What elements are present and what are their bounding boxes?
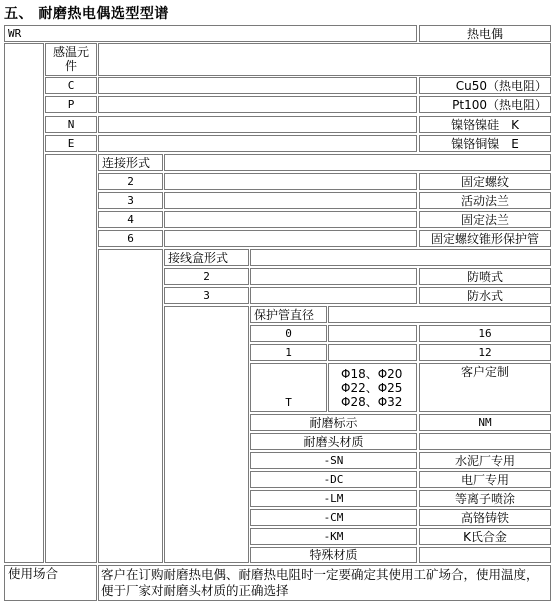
tube-size-line: Φ18、Φ20 bbox=[341, 366, 403, 381]
sensing-desc-E: 镍铬铜镍 E bbox=[419, 135, 551, 152]
sensing-blank-N bbox=[98, 116, 417, 133]
junction-box-spacer bbox=[164, 306, 249, 563]
sensing-desc-C: Cu50（热电阻） bbox=[419, 77, 551, 94]
special-material-label: 特殊材质 bbox=[250, 547, 417, 563]
tube-diameter-label: 保护管直径 bbox=[250, 306, 327, 323]
tube-desc-T: 客户定制 bbox=[419, 363, 551, 412]
sensing-blank-E bbox=[98, 135, 417, 152]
special-material-value bbox=[419, 547, 551, 563]
usage-label: 使用场合 bbox=[4, 565, 97, 601]
sensing-code-N: N bbox=[45, 116, 97, 133]
junction-box-header-blank bbox=[250, 249, 551, 266]
sensing-element-spacer bbox=[45, 154, 97, 563]
product-name-cell: 热电偶 bbox=[419, 25, 551, 42]
wear-head-code-LM: -LM bbox=[250, 490, 417, 507]
wear-mark-label: 耐磨标示 bbox=[250, 414, 417, 431]
junction-blank-3 bbox=[250, 287, 417, 304]
sensing-code-P: P bbox=[45, 96, 97, 113]
tube-code-1: 1 bbox=[250, 344, 327, 361]
connection-blank-4 bbox=[164, 211, 417, 228]
connection-code-4: 4 bbox=[98, 211, 163, 228]
sensing-blank-P bbox=[98, 96, 417, 113]
wear-head-desc-LM: 等离子喷涂 bbox=[419, 490, 551, 507]
tube-size-line: Φ22、Φ25 bbox=[341, 380, 403, 395]
wear-head-code-CM: -CM bbox=[250, 509, 417, 526]
sensing-desc-P: Pt100（热电阻） bbox=[419, 96, 551, 113]
wear-head-desc-DC: 电厂专用 bbox=[419, 471, 551, 488]
sensing-code-C: C bbox=[45, 77, 97, 94]
wear-head-header-blank bbox=[419, 433, 551, 450]
tube-custom-sizes bbox=[328, 363, 417, 412]
connection-code-6: 6 bbox=[98, 230, 163, 247]
wear-head-desc-CM: 高铬铸铁 bbox=[419, 509, 551, 526]
connection-blank-6 bbox=[164, 230, 417, 247]
tube-blank-1 bbox=[328, 344, 417, 361]
junction-desc-3: 防水式 bbox=[419, 287, 551, 304]
connection-blank-3 bbox=[164, 192, 417, 209]
wear-head-code-SN: -SN bbox=[250, 452, 417, 469]
wear-head-desc-KM: K氏合金 bbox=[419, 528, 551, 545]
connection-desc-2: 固定螺纹 bbox=[419, 173, 551, 190]
connection-header-blank bbox=[164, 154, 551, 171]
model-code-spacer bbox=[4, 43, 44, 563]
connection-desc-3: 活动法兰 bbox=[419, 192, 551, 209]
junction-code-3: 3 bbox=[164, 287, 249, 304]
junction-box-label: 接线盒形式 bbox=[164, 249, 249, 266]
model-code-cell: WR bbox=[4, 25, 417, 42]
connection-desc-6: 固定螺纹锥形保护管 bbox=[419, 230, 551, 247]
sensing-code-E: E bbox=[45, 135, 97, 152]
connection-code-3: 3 bbox=[98, 192, 163, 209]
tube-blank-0 bbox=[328, 325, 417, 342]
connection-code-2: 2 bbox=[98, 173, 163, 190]
wear-head-code-KM: -KM bbox=[250, 528, 417, 545]
tube-desc-0: 16 bbox=[419, 325, 551, 342]
sensing-element-label: 感温元件 bbox=[45, 43, 97, 76]
junction-desc-2: 防喷式 bbox=[419, 268, 551, 285]
tube-diameter-header-blank bbox=[328, 306, 551, 323]
page-title: 五、 耐磨热电偶选型型谱 bbox=[4, 6, 169, 22]
tube-size-line: Φ28、Φ32 bbox=[341, 394, 403, 409]
usage-text: 客户在订购耐磨热电偶、耐磨热电阻时一定要确定其使用工矿场合，使用温度，便于厂家对耐磨头材质的正确选择 bbox=[98, 565, 551, 601]
connection-blank-2 bbox=[164, 173, 417, 190]
sensing-blank-C bbox=[98, 77, 417, 94]
tube-desc-1: 12 bbox=[419, 344, 551, 361]
wear-head-label: 耐磨头材质 bbox=[250, 433, 417, 450]
wear-head-desc-SN: 水泥厂专用 bbox=[419, 452, 551, 469]
connection-label: 连接形式 bbox=[98, 154, 163, 171]
tube-code-T: T bbox=[250, 363, 327, 412]
wear-mark-value: NM bbox=[419, 414, 551, 431]
tube-code-0: 0 bbox=[250, 325, 327, 342]
connection-spacer bbox=[98, 249, 163, 563]
connection-desc-4: 固定法兰 bbox=[419, 211, 551, 228]
sensing-element-header-blank bbox=[98, 43, 551, 76]
junction-blank-2 bbox=[250, 268, 417, 285]
sensing-desc-N: 镍铬镍硅 K bbox=[419, 116, 551, 133]
junction-code-2: 2 bbox=[164, 268, 249, 285]
wear-head-code-DC: -DC bbox=[250, 471, 417, 488]
